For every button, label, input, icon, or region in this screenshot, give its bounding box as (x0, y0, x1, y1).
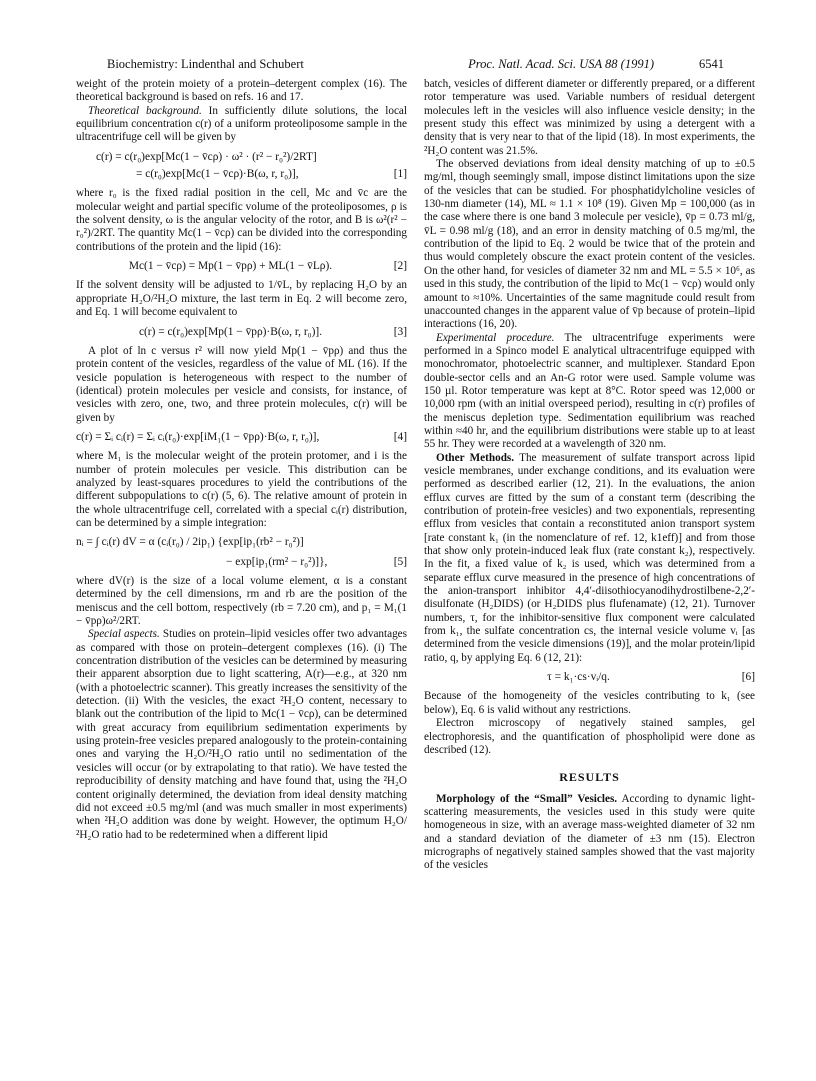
section-heading-results: RESULTS (559, 770, 620, 785)
equation-4 (76, 431, 407, 444)
equation-number: [5] (393, 555, 407, 568)
paragraph (424, 452, 755, 666)
paragraph-run-in-title: Experimental procedure. (436, 331, 555, 344)
paragraph (76, 105, 407, 145)
paragraph: where dV(r) is the size of a local volume element, α is a constant determined by the cell dimensions, rm and rb are the position of the meniscus and the cell bottom, respectively (rb = 7.20 cm), and p₁ = M₁(1 − v̄pρ)ω²/2RT. (76, 575, 407, 628)
equation-2 (76, 260, 407, 273)
equation-line: c(r) = c(r₀)exp[Mp(1 − v̄pρ)·B(ω, r, r₀)]. (138, 325, 323, 338)
running-header (107, 57, 724, 71)
paragraph-text: The measurement of sulfate transport across lipid vesicle membranes, under exchange conditions, and its evaluation were performed as described earlier (12, 21). In the evaluations, the anion efflux curves are fitted by the sum of a constant term (describing the contribution of protein-free vesicles) and two exponentials, representing efflux from vesicles that contain a reconstituted anion transport system [rate constant k₁ (in the nomenclature of ref. 12, k1eff)] and from those that show only protein-induced leak flux (rate constant k₂), respectively. In the fit, a fixed value of k₂ is used, which was determined from a separate efflux curve measured in the presence of high concentrations of the anion-transport inhibitor 4,4′-diisothiocyanodihydrostilbene-2,2′-disulfonate (H₂DIDS) (or H₂DIDS plus flufenamate) (12, 21). Turnover numbers, τ, for the inhibitor-sensitive flux component were calculated from k₁, the sulfate concentration cs, the internal vesicle volume vᵢ [as determined from the vesicle dimensions (19)], and the molar protein/lipid ratio, q, by applying Eq. 6 (12, 21): (424, 451, 755, 664)
equation-number: [6] (741, 671, 755, 684)
paragraph: where r₀ is the fixed radial position in the cell, Mc and v̄c are the molecular weight and partial specific volume of the proteoliposomes, ρ is the solvent density, ω is the angular velocity of the rotor, and B is ω²(r² − r₀²)/2RT. The quantity Mc(1 − v̄cρ) can be divided into the corresponding contributions of the protein and the lipid (16): (76, 187, 407, 253)
paragraph (424, 793, 755, 873)
equation-line: nᵢ = ∫ cᵢ(r) dV = α (cᵢ(r₀) / 2ip₁) {exp[ip₁(rb² − r₀²)] (76, 536, 304, 549)
paragraph-text: In sufficiently dilute solutions, the local equilibrium concentration c(r) of a uniform proteoliposome sample in the ultracentrifuge cell will be given by (76, 104, 407, 144)
equation-number: [2] (393, 260, 407, 273)
paragraph-run-in-title: Morphology of the “Small” Vesicles. (436, 792, 618, 805)
equation-line: τ = k₁·cs·vᵢ/q. (547, 671, 610, 684)
equation-line: c(r) = Σᵢ cᵢ(r) = Σᵢ cᵢ(r₀)·exp[iM₁(1 − v̄pρ)·B(ω, r, r₀)], (76, 430, 320, 443)
equation-number: [4] (393, 430, 407, 443)
equation-line: Mc(1 − v̄cρ) = Mp(1 − v̄pρ) + ML(1 − v̄Lρ). (128, 260, 333, 273)
left-column (76, 78, 407, 842)
header-page-number: 6541 (699, 57, 724, 71)
paragraph: The observed deviations from ideal density matching of up to ±0.5 mg/ml, though seemingly small, impose distinct limitations upon the size of the vesicles that can be studied. For phosphatidylcholine vesicles of 130-nm diameter (14), ML ≈ 1.1 × 10⁸ (19). Given Mp = 100,000 (as in the case where there is one band 3 molecule per vesicle), v̄p = 0.73 ml/g, v̄L = 0.98 ml/g (18), and an error in density matching of 0.5 mg/ml, the contribution of the lipid to Eq. 2 would be twice that of the protein and thus would completely obscure the exact protein content of the vesicles. On the other hand, for vesicles of diameter 32 nm and ML = 5.5 × 10⁶, as used in this study, the contribution of the lipid to Mc(1 − v̄cρ) would only amount to ≈10%. Uncertainties of the same magnitude could result from unaccounted changes in the apparent value of v̄p because of protein–lipid interactions (16, 20). (424, 158, 755, 331)
paragraph: batch, vesicles of different diameter or differently prepared, or a different rotor temperature was used. Variable numbers of residual detergent molecules left in the vesicles will also influence vesicle density; in the present study this effect was minimized by using a detergent with a density that is very near to that of the lipid (18). In most experiments, the ²H₂O content was 21.5%. (424, 78, 755, 157)
paragraph: where M₁ is the molecular weight of the protein protomer, and i is the number of protein molecules per vesicle. This distribution can be analyzed by least-squares procedures to yield the contributions of the different subpopulations to c(r) (5, 6). The relative amount of protein in the whole ultracentrifuge cell, correlated with a special cᵢ(r) distribution, can be determined by a simple integration: (76, 450, 407, 529)
equation-6 (424, 671, 755, 684)
paragraph-text: Studies on protein–lipid vesicles offer two advantages as compared with those on protein–detergent complexes (16). (i) The concentration distribution of the vesicles can be determined by measuring their apparent absorption due to light scattering, A(r)—e.g., at 320 nm (with a photoelectric scanner). This greatly increases the sensitivity of the detection. (ii) With the vesicles, the exact ²H₂O content, necessary to blank out the contribution of the lipid to Mc(1 − v̄cρ), can be determined with great accuracy from equilibrium sedimentation experiments by using protein-free vesicles prepared analogously to the protein-containing ones and varying the H₂O/²H₂O ratio until no sedimentation of the vesicles will occur (or by extrapolating to that ratio). We have tested the reproducibility of density matching and have found that, using the ²H₂O content originally determined, the deviation from ideal density matching did not exceed ±0.5 mg/ml (and was much smaller in most experiments) when ²H₂O addition was done by weight. However, the optimum H₂O/²H₂O ratio had to be redetermined when a different lipid (76, 628, 407, 841)
paragraph: If the solvent density will be adjusted to 1/v̄L, by replacing H₂O by an appropriate H₂O/²H₂O mixture, the last term in Eq. 2 will become zero, and Eq. 1 will become equivalent to (76, 279, 407, 319)
paragraph-run-in-title: Special aspects. (88, 628, 160, 641)
right-column (424, 78, 755, 873)
paragraph-text: The ultracentrifuge experiments were performed in a Spinco model E analytical ultracentrifuge equipped with monochromator, photoelectric scanner, and multiplexer. Standard Epon double-sector cells and an An-G rotor were used. Sample volume was 150 µl. Rotor temperature was kept at 8°C. Rotor speed was 12,000 or 10,000 rpm (with an initial overspeed period), resulting in c(r) profiles of the meniscus depletion type. Sedimentation equilibrium was reached within ≈40 hr, and the equilibrium distributions were stable up to at least 55 hr. They were recorded at a wavelength of 320 nm. (424, 331, 755, 451)
paragraph-run-in-title: Theoretical background. (88, 104, 202, 117)
equation-number: [3] (393, 325, 407, 338)
header-section-authors: Biochemistry: Lindenthal and Schubert (107, 57, 304, 71)
paragraph-run-in-title: Other Methods. (436, 451, 515, 464)
paragraph: Electron microscopy of negatively stained samples, gel electrophoresis, and the quantification of phospholipid were done as described (12). (424, 717, 755, 756)
paragraph (76, 628, 407, 842)
header-journal-citation: Proc. Natl. Acad. Sci. USA 88 (1991) (468, 57, 654, 71)
equation-number: [1] (393, 168, 407, 181)
equation-1 (76, 151, 407, 182)
paragraph: weight of the protein moiety of a protein–detergent complex (16). The theoretical background is based on refs. 16 and 17. (76, 78, 407, 104)
paragraph: Because of the homogeneity of the vesicles contributing to k₁ (see below), Eq. 6 is valid without any restrictions. (424, 690, 755, 716)
paragraph (424, 332, 755, 452)
equation-3 (76, 326, 407, 339)
paragraph: A plot of ln c versus r² will now yield Mp(1 − v̄pρ) and thus the protein content of the vesicles, regardless of the value of ML (16). If the vesicle population is heterogeneous with respect to the number of (identical) protein molecules per vesicle and consists, for instance, of vesicles with zero, one, two, and three protein molecules, c(r) will be given by (76, 344, 407, 424)
equation-line: − exp[ip₁(rm² − r₀²)]}, (226, 555, 328, 568)
equation-line: = c(r₀)exp[Mc(1 − v̄cρ)·B(ω, r, r₀)], (136, 168, 299, 181)
equation-line: c(r) = c(r₀)exp[Mc(1 − v̄cρ) · ω² · (r² − r₀²)/2RT] (96, 150, 317, 163)
paragraph-text: According to dynamic light-scattering measurements, the vesicles used in this study were quite homogeneous in size, with an average mass-weighted diameter of 32 nm and a standard deviation of the diameter of ±3 nm (15). Electron micrographs of negatively stained samples showed that the vast majority of the vesicles (424, 792, 755, 872)
equation-5 (76, 536, 407, 569)
